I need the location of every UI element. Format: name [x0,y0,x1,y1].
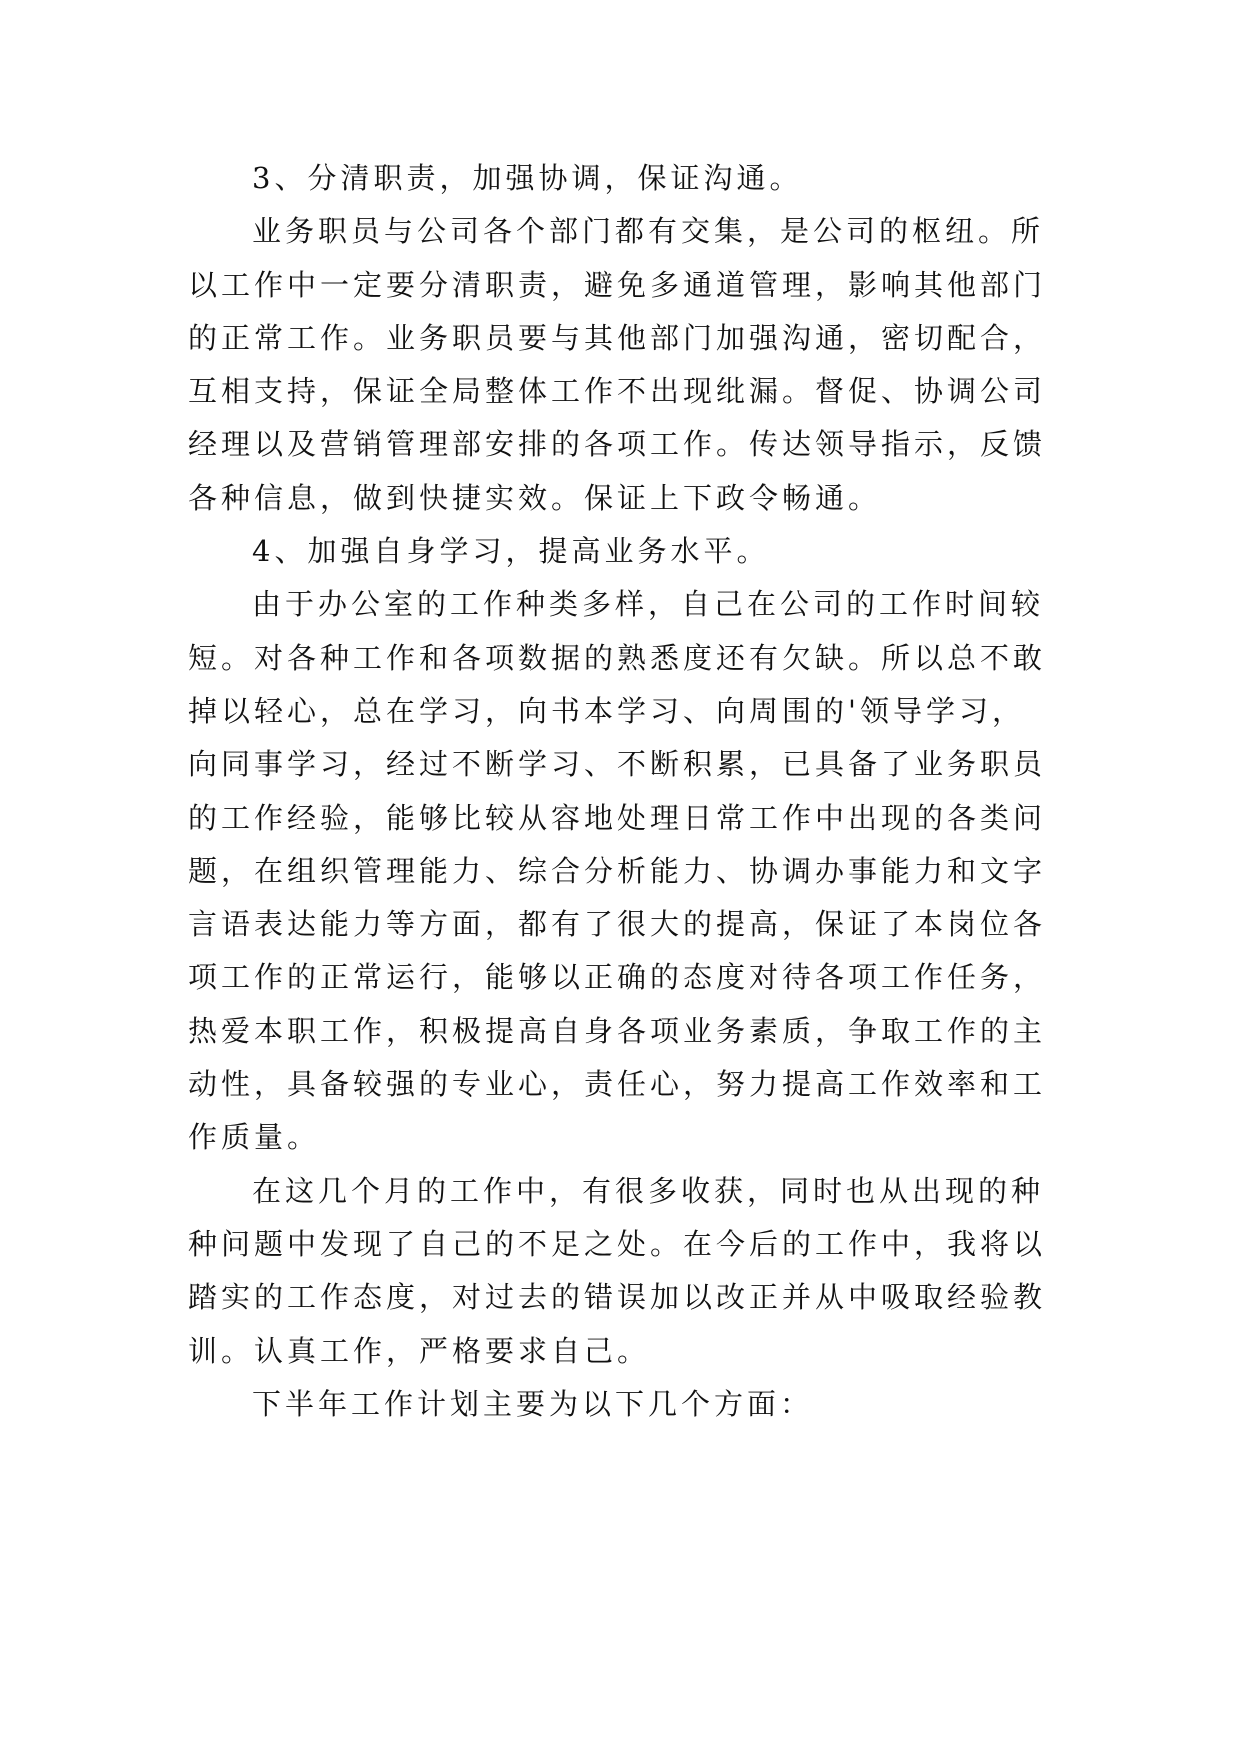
paragraph-line: 掉以轻心，总在学习，向书本学习、向周围的'领导学习， [188,693,1025,728]
heading-3: 3、分清职责，加强协调，保证沟通。 [252,161,803,195]
paragraph-line: 各种信息，做到快捷实效。保证上下政令畅通。 [188,480,882,515]
paragraph-line: 题，在组织管理能力、综合分析能力、协调办事能力和文字 [188,853,1047,888]
paragraph-line: 在这几个月的工作中，有很多收获，同时也从出现的种 [252,1173,1045,1208]
paragraph-line: 的正常工作。业务职员要与其他部门加强沟通，密切配合， [188,320,1047,355]
paragraph-line: 经理以及营销管理部安排的各项工作。传达领导指示，反馈 [188,427,1047,462]
paragraph-line: 互相支持，保证全局整体工作不出现纰漏。督促、协调公司 [188,374,1047,409]
paragraph-line: 下半年工作计划主要为以下几个方面： [252,1386,814,1421]
document-body [188,152,1058,1431]
paragraph-line: 以工作中一定要分清职责，避免多通道管理，影响其他部门 [188,267,1047,302]
paragraph-line: 热爱本职工作，积极提高自身各项业务素质，争取工作的主 [188,1013,1047,1048]
paragraph-line: 业务职员与公司各个部门都有交集，是公司的枢纽。所 [252,214,1045,249]
paragraph-line: 言语表达能力等方面，都有了很大的提高，保证了本岗位各 [188,907,1047,942]
paragraph-line: 训。认真工作，严格要求自己。 [188,1333,651,1368]
paragraph-line: 的工作经验，能够比较从容地处理日常工作中出现的各类问 [188,800,1047,835]
paragraph-line: 向同事学习，经过不断学习、不断积累，已具备了业务职员 [188,747,1047,782]
paragraph-line: 由于办公室的工作种类多样，自己在公司的工作时间较 [252,587,1045,622]
paragraph-line: 短。对各种工作和各项数据的熟悉度还有欠缺。所以总不敢 [188,640,1047,675]
paragraph-line: 动性，具备较强的专业心，责任心，努力提高工作效率和工 [188,1067,1047,1102]
paragraph-line: 踏实的工作态度，对过去的错误加以改正并从中吸取经验教 [188,1280,1047,1315]
paragraph-line: 种问题中发现了自己的不足之处。在今后的工作中，我将以 [188,1226,1047,1261]
paragraph-line: 项工作的正常运行，能够以正确的态度对待各项工作任务， [188,960,1047,995]
heading-4: 4、加强自身学习，提高业务水平。 [252,534,770,569]
paragraph-line: 作质量。 [188,1120,321,1155]
